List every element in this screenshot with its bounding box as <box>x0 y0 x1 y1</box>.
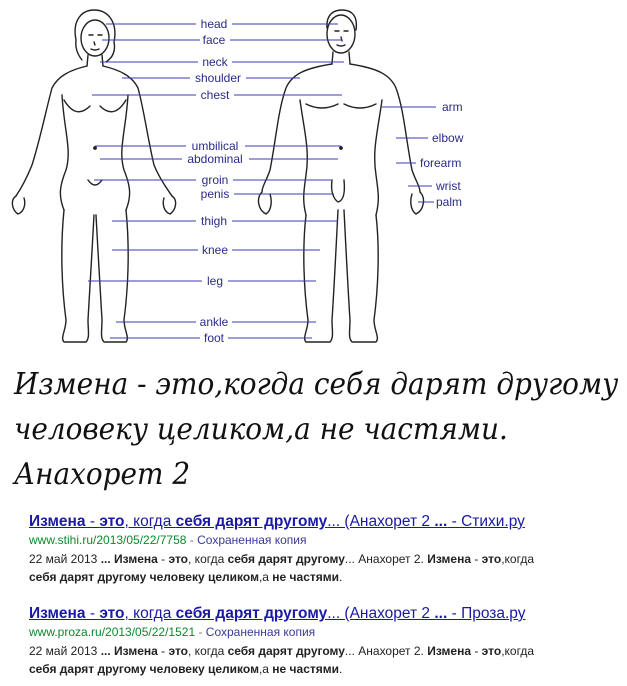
snippet-part: это <box>481 644 502 658</box>
snippet-part: ,когда <box>501 644 535 658</box>
title-part: ... (Анахорет 2 <box>327 513 435 530</box>
result-url[interactable]: www.stihi.ru/2013/05/22/7758 <box>29 533 187 547</box>
label-penis: penis <box>200 187 230 201</box>
snippet-part: ,а <box>258 662 273 676</box>
snippet-part: Измена <box>427 552 471 566</box>
label-wrist: wrist <box>436 179 461 193</box>
cached-copy-link[interactable]: Сохраненная копия <box>205 625 316 639</box>
label-shoulder: shoulder <box>194 71 242 85</box>
label-chest: chest <box>200 88 230 102</box>
result-title-link[interactable] <box>29 512 619 531</box>
female-navel <box>94 147 96 149</box>
snippet-part: Измена <box>114 644 158 658</box>
label-groin: groin <box>201 173 229 187</box>
result-snippet <box>29 642 549 678</box>
quote-line-1: Измена - это,когда себя дарят другому <box>14 367 619 402</box>
cached-copy-link[interactable]: Сохраненная копия <box>197 533 307 547</box>
result-url-line <box>29 624 619 641</box>
snippet-part: себя дарят другому <box>227 644 345 658</box>
quote-text <box>14 362 619 497</box>
label-ankle: ankle <box>199 315 229 329</box>
female-hands <box>12 196 175 214</box>
snippet-part: ... <box>100 644 111 658</box>
search-result <box>29 604 619 678</box>
result-url-line <box>29 532 619 549</box>
title-part: , когда <box>124 513 176 530</box>
label-palm: palm <box>436 195 463 209</box>
title-part: себя дарят другому <box>175 605 328 622</box>
title-part: - <box>85 513 100 530</box>
label-neck: neck <box>202 55 228 69</box>
male-hands <box>259 192 424 214</box>
male-chest <box>306 104 376 108</box>
male-groin <box>332 180 345 202</box>
title-part: , когда <box>124 605 176 622</box>
female-legs <box>62 180 128 342</box>
male-face <box>335 31 348 46</box>
snippet-part: это <box>168 552 189 566</box>
title-part: себя дарят другому <box>175 513 328 530</box>
result-separator: - <box>186 533 198 547</box>
label-foot: foot <box>203 331 225 345</box>
male-figure <box>259 10 424 342</box>
female-face <box>89 35 102 50</box>
snippet-part: это <box>481 552 502 566</box>
snippet-part: Измена <box>427 644 471 658</box>
snippet-part: себя дарят другому человеку целиком <box>29 570 259 584</box>
label-elbow: elbow <box>432 131 464 145</box>
snippet-part: - <box>157 644 169 658</box>
male-head <box>327 15 355 53</box>
result-title-link[interactable] <box>29 604 619 623</box>
title-part: Измена <box>29 513 86 530</box>
male-torso <box>262 64 420 215</box>
label-head: head <box>200 17 228 31</box>
snippet-part: . <box>339 662 343 676</box>
snippet-part: ... Анахорет 2. <box>344 644 428 658</box>
male-navel <box>340 147 342 149</box>
result-url[interactable]: www.proza.ru/2013/05/22/1521 <box>29 625 196 639</box>
search-result <box>29 512 619 586</box>
snippet-part: ,когда <box>501 552 535 566</box>
snippet-part: ... Анахорет 2. <box>344 552 428 566</box>
snippet-part: , когда <box>188 644 228 658</box>
snippet-part: ... <box>100 552 111 566</box>
snippet-part: ,а <box>258 570 273 584</box>
female-breasts <box>64 100 126 112</box>
female-figure <box>12 10 175 342</box>
snippet-part: не частями <box>272 662 339 676</box>
title-part: это <box>99 513 125 530</box>
title-part: ... <box>434 605 448 622</box>
snippet-part: - <box>471 644 482 658</box>
snippet-part: , когда <box>188 552 228 566</box>
title-part: - Проза.ру <box>447 605 526 622</box>
result-snippet <box>29 550 549 586</box>
title-part: - Стихи.ру <box>447 513 525 530</box>
title-part: - <box>85 605 100 622</box>
label-abdominal: abdominal <box>187 152 243 166</box>
title-part: Измена <box>29 605 86 622</box>
snippet-part: себя дарят другому <box>227 552 345 566</box>
result-separator: - <box>195 625 206 639</box>
label-arm: arm <box>442 100 463 114</box>
snippet-part: себя дарят другому человеку целиком <box>29 662 259 676</box>
label-thigh: thigh <box>200 214 228 228</box>
label-face: face <box>202 33 226 47</box>
snippet-part: - <box>471 552 482 566</box>
snippet-part: . <box>339 570 343 584</box>
label-leg: leg <box>206 274 224 288</box>
snippet-part: не частями <box>272 570 339 584</box>
result-date: 22 май 2013 <box>29 644 98 658</box>
snippet-part: - <box>157 552 169 566</box>
title-part: ... (Анахорет 2 <box>327 605 435 622</box>
label-umbilical: umbilical <box>191 139 239 153</box>
snippet-part: это <box>168 644 189 658</box>
title-part: ... <box>434 513 448 530</box>
quote-line-3: Анахорет 2 <box>14 457 191 492</box>
label-knee: knee <box>201 243 229 257</box>
result-date: 22 май 2013 <box>29 552 98 566</box>
label-forearm: forearm <box>420 156 462 170</box>
quote-line-2: человеку целиком,а не частями. <box>14 412 508 447</box>
title-part: это <box>99 605 125 622</box>
female-torso <box>16 66 172 210</box>
snippet-part: Измена <box>114 552 158 566</box>
